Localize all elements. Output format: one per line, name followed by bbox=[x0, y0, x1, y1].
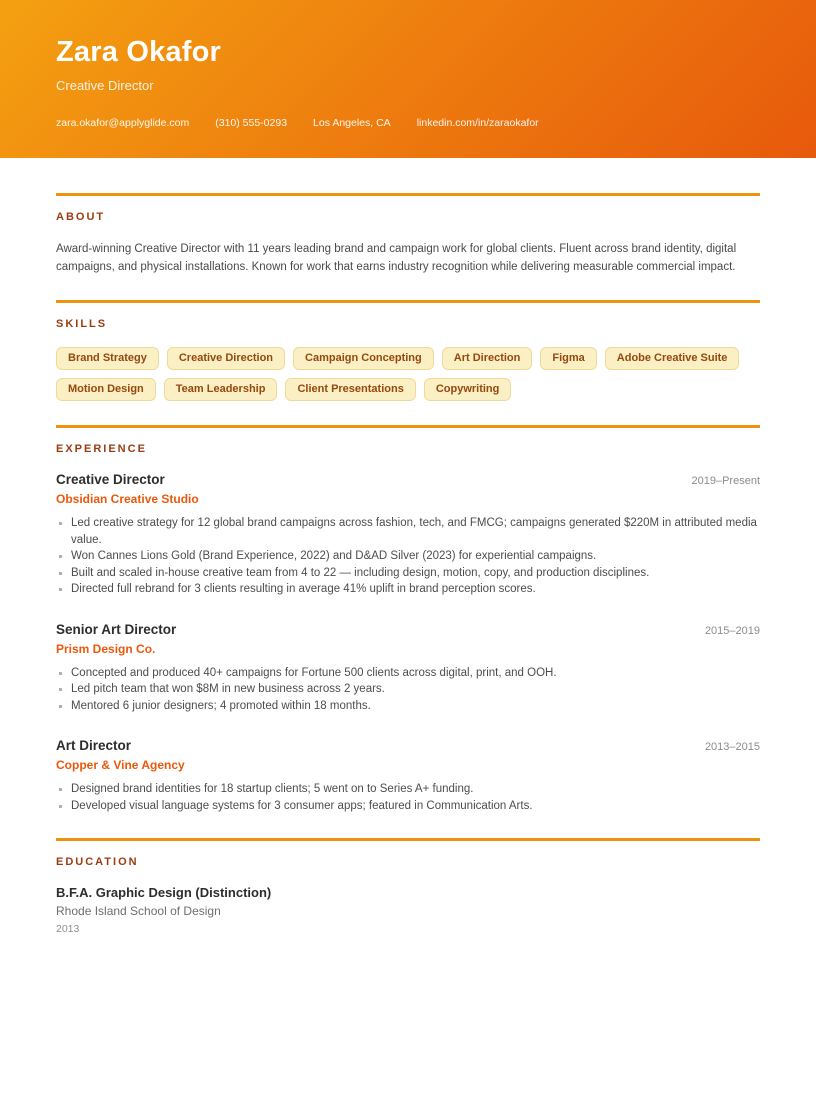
skill-tag: Team Leadership bbox=[164, 378, 278, 401]
job-entry bbox=[56, 472, 760, 598]
job-bullet: Developed visual language systems for 3 consumer apps; featured in Communication Arts. bbox=[56, 798, 760, 815]
job-bullet: Built and scaled in-house creative team from 4 to 22 — including design, motion, copy, and production disciplines. bbox=[56, 565, 760, 582]
education-degree: B.F.A. Graphic Design (Distinction) bbox=[56, 885, 272, 900]
education-year: 2013 bbox=[56, 923, 80, 935]
skill-tag-list bbox=[56, 347, 760, 401]
job-title: Senior Art Director bbox=[56, 621, 177, 637]
about-text: Award-winning Creative Director with 11 years leading brand and campaign work for global clients. Fluent across brand identity, digital campaigns, and physical installations. Known for work that earns industry recognition while delivering measurable commercial impact. bbox=[56, 243, 737, 273]
education-heading: EDUCATION bbox=[56, 856, 139, 868]
job-bullet: Won Cannes Lions Gold (Brand Experience, 2022) and D&AD Silver (2023) for experiential campaigns. bbox=[56, 548, 760, 565]
contact-email[interactable]: zara.okafor@applyglide.com bbox=[56, 117, 190, 129]
skill-tag: Copywriting bbox=[424, 378, 512, 401]
job-entry bbox=[56, 622, 760, 715]
education-school: Rhode Island School of Design bbox=[56, 904, 221, 918]
contact-location: Los Angeles, CA bbox=[313, 117, 391, 129]
job-bullet: Led creative strategy for 12 global brand campaigns across fashion, tech, and FMCG; campaigns generated $220M in attributed media value. bbox=[56, 515, 760, 548]
job-bullet: Designed brand identities for 18 startup clients; 5 went on to Series A+ funding. bbox=[56, 781, 760, 798]
job-company: Prism Design Co. bbox=[56, 641, 156, 656]
skill-tag: Adobe Creative Suite bbox=[605, 347, 740, 370]
section-experience bbox=[56, 425, 760, 814]
contact-phone: (310) 555-0293 bbox=[215, 117, 288, 129]
contact-row bbox=[56, 117, 760, 129]
job-dates: 2019–Present bbox=[691, 475, 760, 487]
skill-tag: Art Direction bbox=[442, 347, 533, 370]
job-bullet-list bbox=[56, 665, 760, 715]
skill-tag: Creative Direction bbox=[167, 347, 285, 370]
job-bullet-list bbox=[56, 781, 760, 814]
job-head bbox=[56, 738, 760, 753]
section-skills bbox=[56, 300, 760, 401]
job-entry bbox=[56, 738, 760, 814]
skill-tag: Client Presentations bbox=[285, 378, 415, 401]
about-heading: ABOUT bbox=[56, 211, 106, 223]
job-bullet: Led pitch team that won $8M in new business across 2 years. bbox=[56, 681, 760, 698]
resume-body bbox=[0, 158, 816, 935]
section-about bbox=[56, 193, 760, 276]
job-dates: 2013–2015 bbox=[704, 741, 760, 753]
job-dates: 2015–2019 bbox=[704, 624, 760, 637]
candidate-role: Creative Director bbox=[56, 78, 154, 93]
section-education bbox=[56, 838, 760, 935]
job-company: Copper & Vine Agency bbox=[56, 758, 185, 772]
job-bullet: Directed full rebrand for 3 clients resulting in average 41% uplift in brand perception scores. bbox=[56, 581, 760, 598]
experience-heading: EXPERIENCE bbox=[56, 443, 147, 455]
skill-tag: Figma bbox=[540, 347, 596, 370]
job-head bbox=[56, 622, 760, 637]
job-head bbox=[56, 472, 760, 487]
job-title: Art Director bbox=[56, 738, 132, 753]
skills-heading: SKILLS bbox=[56, 318, 108, 330]
job-bullet-list bbox=[56, 515, 760, 598]
skill-tag: Motion Design bbox=[56, 378, 156, 401]
job-title: Creative Director bbox=[56, 472, 165, 487]
job-bullet: Mentored 6 junior designers; 4 promoted within 18 months. bbox=[56, 698, 760, 715]
hero-header bbox=[0, 0, 816, 158]
skill-tag: Campaign Concepting bbox=[293, 347, 434, 370]
contact-linkedin[interactable]: linkedin.com/in/zaraokafor bbox=[416, 117, 539, 129]
job-company: Obsidian Creative Studio bbox=[56, 492, 199, 506]
job-bullet: Concepted and produced 40+ campaigns for Fortune 500 clients across digital, print, and OOH. bbox=[56, 665, 760, 682]
skill-tag: Brand Strategy bbox=[56, 347, 159, 370]
candidate-name: Zara Okafor bbox=[56, 36, 221, 68]
